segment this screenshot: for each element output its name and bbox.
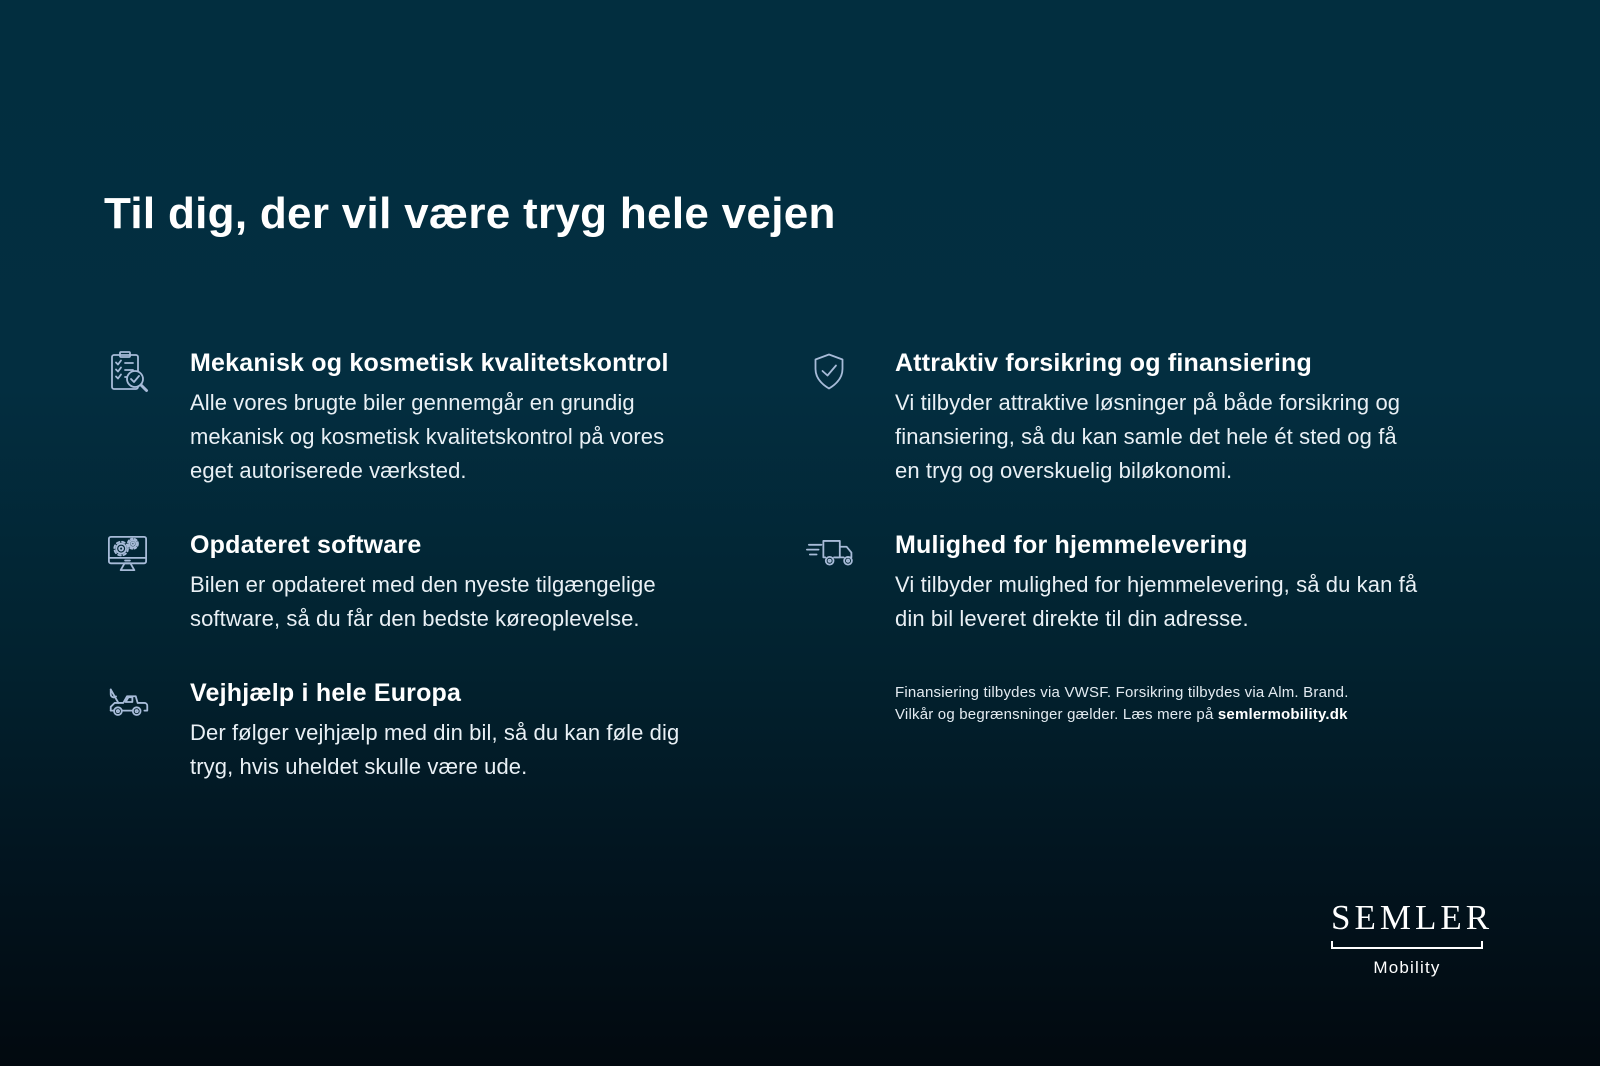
left-column xyxy=(104,346,720,824)
feature-columns xyxy=(104,346,1496,824)
disclaimer xyxy=(895,682,1495,727)
disclaimer-website: semlermobility.dk xyxy=(1217,706,1348,724)
logo-brand-text: SEMLER xyxy=(1331,898,1494,937)
feature-body-line: Vi tilbyder mulighed for hjemmelevering, så du kan få xyxy=(895,571,1418,597)
monitor-gears-icon xyxy=(104,528,190,636)
tow-truck-icon xyxy=(104,676,190,784)
feature-body-line: Vi tilbyder attraktive løsninger på både forsikring og xyxy=(895,389,1401,415)
right-column xyxy=(805,346,1495,824)
feature-insurance-financing xyxy=(805,346,1495,488)
feature-quality-control xyxy=(104,346,720,488)
feature-home-delivery xyxy=(805,528,1495,636)
delivery-truck-icon xyxy=(805,528,895,636)
feature-title: Attraktiv forsikring og finansiering xyxy=(895,348,1312,377)
disclaimer-line-2: Vilkår og begrænsninger gælder. Læs mere på semlermobility.dk xyxy=(895,706,1348,724)
feature-body-line: Der følger vejhjælp med din bil, så du kan føle dig xyxy=(190,719,680,745)
feature-title: Mulighed for hjemmelevering xyxy=(895,530,1248,559)
feature-body-line: Bilen er opdateret med den nyeste tilgængelige xyxy=(190,571,656,597)
page-title: Til dig, der vil være tryg hele vejen xyxy=(104,189,836,238)
feature-body-line: finansiering, så du kan samle det hele ét sted og få xyxy=(895,423,1397,449)
feature-body-line: software, så du får den bedste køreoplevelse. xyxy=(190,605,640,631)
feature-body-line: tryg, hvis uheldet skulle være ude. xyxy=(190,753,528,779)
feature-body-line: mekanisk og kosmetisk kvalitetskontrol på vores xyxy=(190,423,665,449)
feature-roadside-assistance xyxy=(104,676,720,784)
disclaimer-line-1: Finansiering tilbydes via VWSF. Forsikring tilbydes via Alm. Brand. xyxy=(895,683,1349,701)
feature-updated-software xyxy=(104,528,720,636)
logo-rule xyxy=(1331,941,1483,949)
feature-body-line: din bil leveret direkte til din adresse. xyxy=(895,605,1249,631)
clipboard-inspection-icon xyxy=(104,346,190,488)
feature-title: Mekanisk og kosmetisk kvalitetskontrol xyxy=(190,348,669,377)
feature-title: Opdateret software xyxy=(190,530,422,559)
semler-mobility-logo xyxy=(1331,898,1494,978)
feature-body-line: en tryg og overskuelig biløkonomi. xyxy=(895,457,1233,483)
feature-title: Vejhjælp i hele Europa xyxy=(190,678,462,707)
logo-sub-text: Mobility xyxy=(1373,958,1441,977)
feature-body-line: eget autoriserede værksted. xyxy=(190,457,467,483)
shield-check-icon xyxy=(805,346,895,488)
feature-body-line: Alle vores brugte biler gennemgår en grundig xyxy=(190,389,635,415)
